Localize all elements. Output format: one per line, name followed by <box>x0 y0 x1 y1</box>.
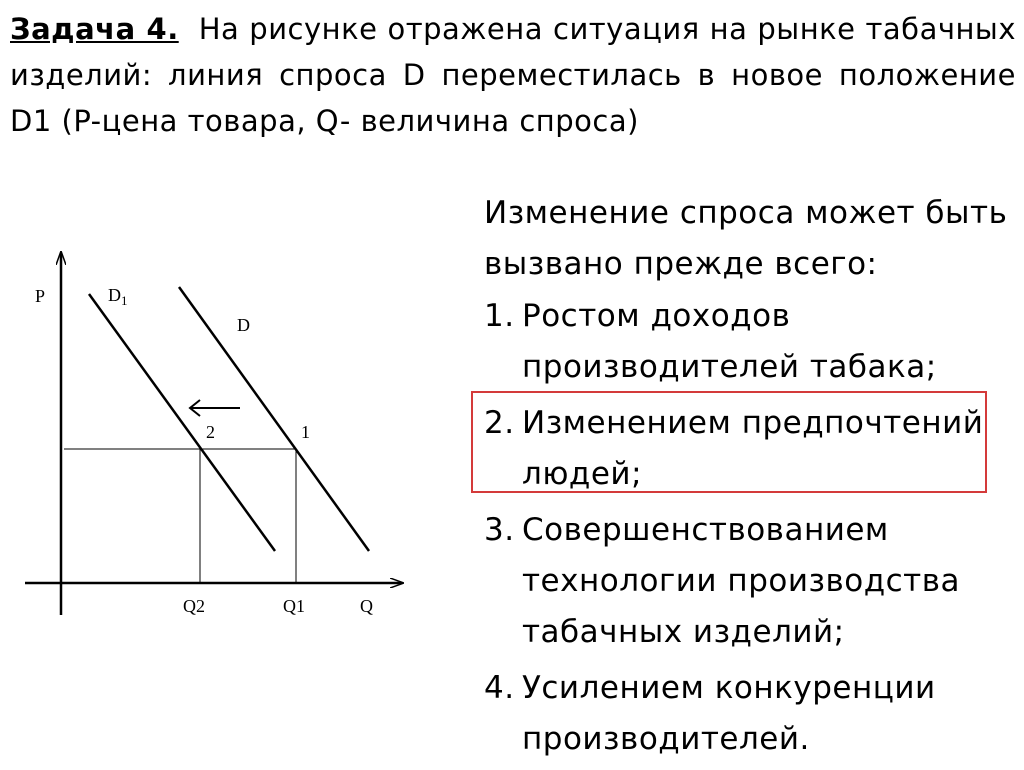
q2-label: Q2 <box>183 596 205 616</box>
answer-option-4[interactable] <box>484 663 1004 765</box>
y-axis-label: P <box>35 286 46 306</box>
question-text: Изменение спроса может быть вызвано прежде всего: <box>484 195 1008 282</box>
q1-label: Q1 <box>283 596 305 616</box>
shift-left-arrow <box>190 400 240 416</box>
demand-curve-d <box>179 287 369 551</box>
curve-old-label: D <box>237 315 250 335</box>
task-statement <box>10 6 1016 144</box>
correct-answer-highlight <box>471 391 987 493</box>
task-text: На рисунке отражена ситуация на рынке табачных изделий: линия спроса D переместилась в новое положение D1 (P-цена товара, Q- величина спроса) <box>10 12 1016 138</box>
x-axis-label: Q <box>360 596 373 616</box>
answer-options <box>484 291 1004 770</box>
answer-option-3[interactable] <box>484 505 1004 658</box>
point-1-label: 1 <box>301 422 310 442</box>
option-text: Изменением предпочтений людей; <box>522 405 984 492</box>
option-number: 3. <box>484 512 515 548</box>
option-text: Усилением конкуренции производителей. <box>522 670 936 757</box>
curve-new-label: $D_1$ <box>108 285 128 308</box>
point-2-label: 2 <box>206 422 215 442</box>
option-text: Ростом доходов производителей табака; <box>522 298 937 385</box>
option-number: 1. <box>484 298 515 334</box>
option-number: 2. <box>484 405 515 441</box>
demand-shift-graph <box>20 245 420 635</box>
option-text: Совершенствованием технологии производства табачных изделий; <box>522 512 961 650</box>
answer-option-1[interactable] <box>484 291 1004 393</box>
option-number: 4. <box>484 670 515 706</box>
task-label: Задача 4. <box>10 12 179 46</box>
